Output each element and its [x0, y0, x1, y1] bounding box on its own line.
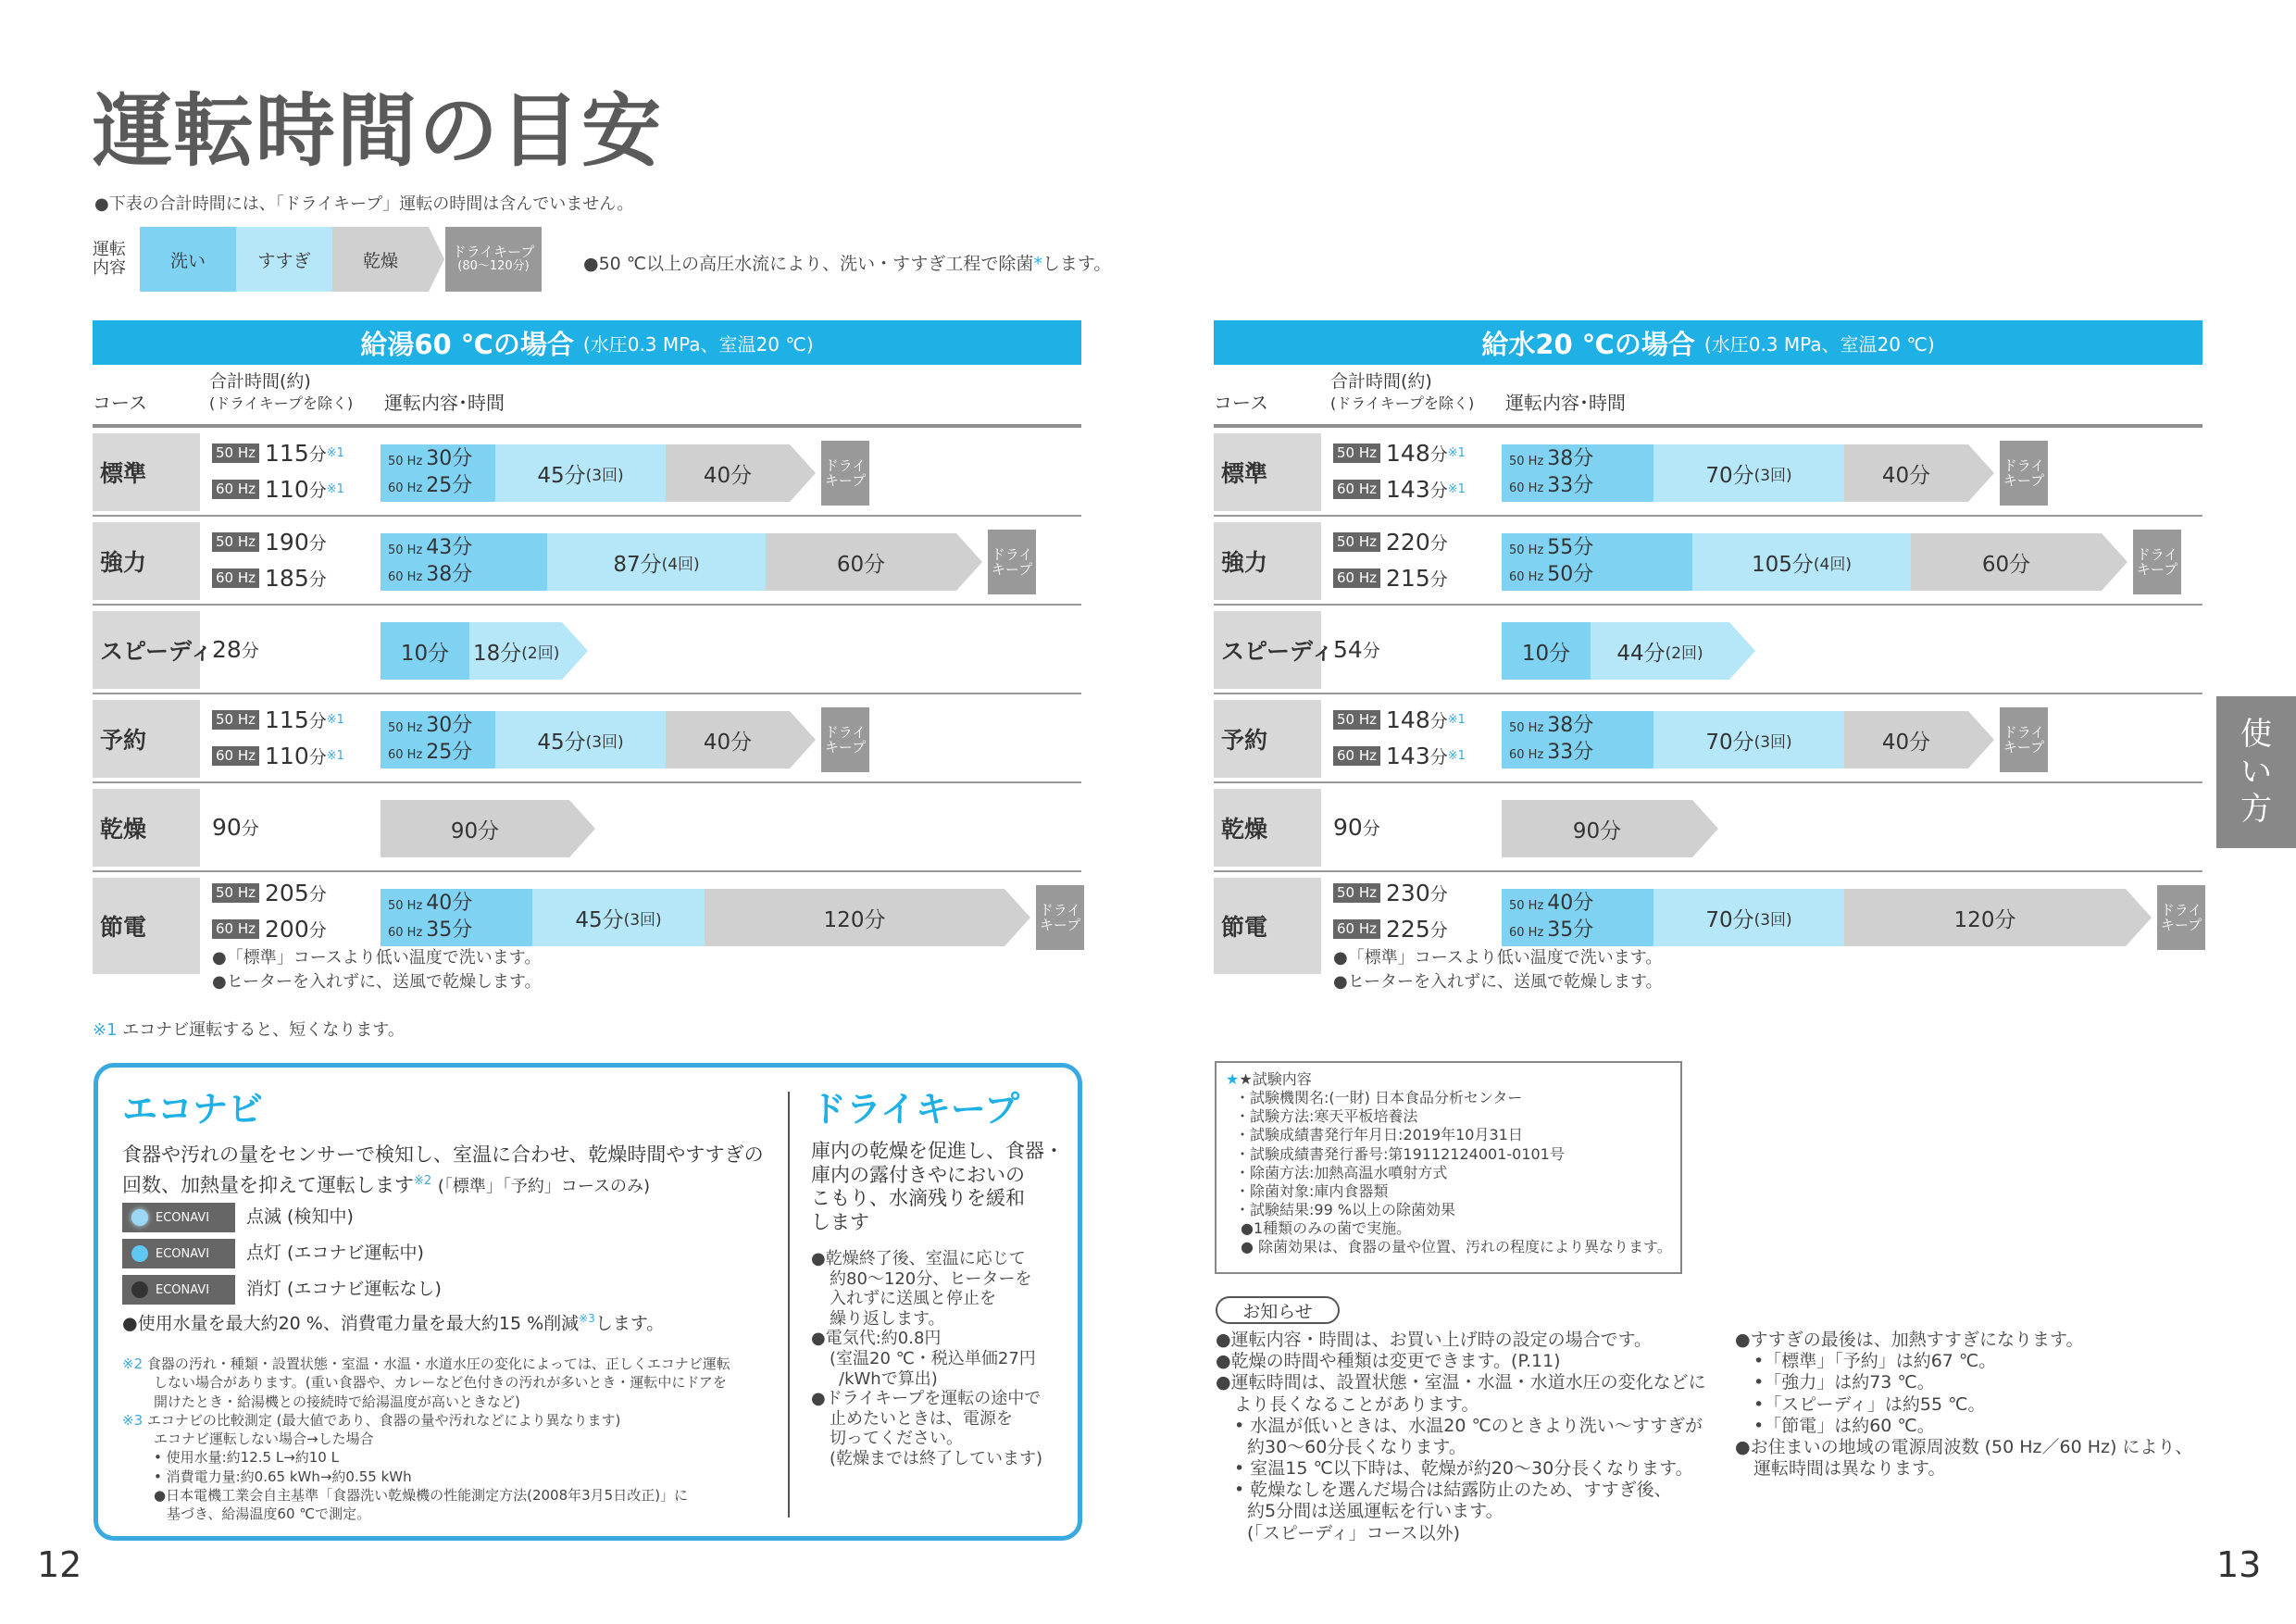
intro-note: ●下表の合計時間には、「ドライキープ」運転の時間は含んでいません。: [94, 194, 634, 214]
notice-left: ●運転内容・時間は、お買い上げ時の設定の場合です。 ●乾燥の時間や種類は変更できます。(P.11) ●運転時間は、設置状態・室温・水温・水道水圧の変化などに より長くなることがあります。 • 水温が低いときは、水温20 ℃のときより洗い～すすぎが 約30～60分長くなります。 • 室温15 ℃以下時は、乾燥が約20～30分長くなります。 • 乾燥なしを選んだ場合は結露防止のため、すすぎ後、 約5分間は送風運転を行います。 (「スピーディ」コース以外): [1216, 1330, 1706, 1543]
left-table: [93, 320, 1081, 993]
test-info-box: ★★試験内容 ・試験機関名:(一財) 日本食品分析センター ・試験方法:寒天平板培養法 ・試験成績書発行年月日:2019年10月31日 ・試験成績書発行番号:第19112124001-0101号 ・除菌方法:加熱高温水噴射方式 ・除菌対象:庫内食器類 ・試験結果:99 %以上の除菌効果 ●1種類のみの菌で実施。 ● 除菌効果は、食器の量や位置、汚れの程度により異なります。: [1215, 1061, 1682, 1274]
table-row: スピーディ 54 分 10分 44分 (2回): [1214, 606, 2202, 694]
course-name: 節電: [93, 878, 200, 974]
legend-drykeep: ドライキープ (80～120分): [445, 227, 542, 292]
table-row: 標準 50 Hz 148 分 ※1 60 Hz 143 分 ※1 50 Hz 38分 60 Hz 33分 70分 (3回) 40分 ドライ キープ: [1214, 428, 2202, 517]
notice-title: お知らせ: [1216, 1296, 1340, 1324]
econavi-title: エコナビ: [122, 1089, 264, 1130]
table-row: 強力 50 Hz 220 分 60 Hz 215 分 50 Hz 55分 60 Hz 50分 105分 (4回) 60分 ドライ キープ: [1214, 517, 2202, 606]
course-name: 強力: [93, 522, 200, 600]
econavi-notes: ※2 食器の汚れ・種類・設置状態・室温・水温・水道水圧の変化によっては、正しくエコナビ運転 しない場合があります。(重い食器や、カレーなど色付きの汚れが多いとき・運転中にドアを 開けたとき・給湯機との接続時で給湯温度が高いときなど) ※3 エコナビの比較測定 (最大値であり、食器の量や汚れなどにより異なります) エコナビ運転しない場合→した場合 • 使用水量:約12.5 L→約10 L • 消費電力量:約0.65 kWh→約0.55 kWh ●日本電機工業会自主基準「食器洗い乾燥機の性能測定方法(2008年3月5日改正)」に 基づき、給湯温度60 ℃で測定。: [122, 1355, 730, 1522]
left-table-head: コース 合計時間(約) (ドライキープを除く) 運転内容･時間: [93, 365, 1081, 428]
right-section-header: 給水20 ℃の場合 (水圧0.3 MPa、室温20 ℃): [1214, 320, 2202, 365]
legend-label: 運転 内容: [93, 240, 126, 278]
course-name: 乾燥: [1214, 789, 1321, 867]
table-row: 乾燥 90 分 90分: [1214, 783, 2202, 872]
table-row: 節電 50 Hz 230 分 60 Hz 225 分 50 Hz 40分 60 Hz 35分 70分 (3回) 120分 ドライ キープ ●「標準」コースより低い温度で洗います。 ●ヒーターを入れずに、送風で乾燥します。: [1214, 872, 2202, 980]
right-table: [1214, 320, 2202, 993]
table-row: 予約 50 Hz 148 分 ※1 60 Hz 143 分 ※1 50 Hz 38分 60 Hz 33分 70分 (3回) 40分 ドライ キープ: [1214, 694, 2202, 783]
course-name: 乾燥: [93, 789, 200, 867]
notice-right: ●すすぎの最後は、加熱すすぎになります。 •「標準」「予約」は約67 ℃。 •「強力」は約73 ℃。 •「スピーディ」は約55 ℃。 •「節電」は約60 ℃。 ●お住まいの地域の電源周波数 (50 Hz／60 Hz) により、 運転時間は異なります。: [1735, 1330, 2193, 1480]
box-divider: [788, 1092, 790, 1518]
course-name: 標準: [93, 433, 200, 511]
course-name: 節電: [1214, 878, 1321, 974]
sterilize-note: ●50 ℃以上の高圧水流により、洗い・すすぎ工程で除菌*します。: [583, 254, 1112, 274]
side-tab: 使 い 方: [2216, 696, 2296, 848]
table-row: スピーディ 28 分 10分 18分 (2回): [93, 606, 1081, 694]
right-table-head: コース 合計時間(約) (ドライキープを除く) 運転内容･時間: [1214, 365, 2202, 428]
left-section-header: 給湯60 ℃の場合 (水圧0.3 MPa、室温20 ℃): [93, 320, 1081, 365]
table-row: 予約 50 Hz 115 分 ※1 60 Hz 110 分 ※1 50 Hz 30分 60 Hz 25分 45分 (3回) 40分 ドライ キープ: [93, 694, 1081, 783]
table-row: 標準 50 Hz 115 分 ※1 60 Hz 110 分 ※1 50 Hz 30分 60 Hz 25分 45分 (3回) 40分 ドライ キープ: [93, 428, 1081, 517]
footnote-1: ※1 エコナビ運転すると、短くなります。: [93, 1020, 405, 1040]
drykeep-title: ドライキープ: [811, 1089, 1019, 1130]
course-name: スピーディ: [1214, 611, 1321, 689]
table-row: 乾燥 90 分 90分: [93, 783, 1081, 872]
course-name: 予約: [93, 700, 200, 778]
legend-rinse: すすぎ: [236, 227, 332, 292]
legend-bar: [140, 227, 542, 292]
legend-dry: 乾燥: [332, 227, 429, 292]
econavi-lamp-off: ECONAVI: [122, 1275, 235, 1305]
table-row: 節電 50 Hz 205 分 60 Hz 200 分 50 Hz 40分 60 Hz 35分 45分 (3回) 120分 ドライ キープ ●「標準」コースより低い温度で洗います。 ●ヒーターを入れずに、送風で乾燥します。: [93, 872, 1081, 980]
econavi-lamp-blink: ECONAVI: [122, 1203, 235, 1232]
table-row: 強力 50 Hz 190 分 60 Hz 185 分 50 Hz 43分 60 Hz 38分 87分 (4回) 60分 ドライ キープ: [93, 517, 1081, 606]
econavi-lamps: ECONAVI 点滅 (検知中) ECONAVI 点灯 (エコナビ運転中) ECONAVI 消灯 (エコナビ運転なし): [122, 1203, 442, 1305]
page-number-left: 12: [37, 1544, 82, 1585]
course-name: スピーディ: [93, 611, 200, 689]
page-number-right: 13: [2216, 1544, 2262, 1585]
page-title: 運転時間の目安: [93, 85, 663, 178]
legend-wash: 洗い: [140, 227, 236, 292]
econavi-lamp-on: ECONAVI: [122, 1239, 235, 1268]
econavi-box: エコナビ 食器や汚れの量をセンサーで検知し、室温に合わせ、乾燥時間やすすぎの 回数、加熱量を抑えて運転します$^{※2}$ (「標準」「予約」コースのみ) ECONAVI 点滅 (検知中) ECONAVI 点灯 (エコナビ運転中) ECONAVI 消灯 (エコナビ運転なし) ●使用水量を最大約20 %、消費電力量を最大約15 %削減$^{※3}$します。 ※2 食器の汚れ・種類・設置状態・室温・水温・水道水圧の変化によっては、正しくエコナビ運転 しない場合があります。(重い食器や、カレーなど色付きの汚れが多いとき・運転中にドアを 開けたとき・給湯機との接続時で給湯温度が高いときなど) ※3 エコナビの比較測定 (最大値であり、食器の量や汚れなどにより異なります) エコナビ運転しない場合→した場合 • 使用水量:約12.5 L→約10 L • 消費電力量:約0.65 kWh→約0.55 kWh ●日本電機工業会自主基準「食器洗い乾燥機の性能測定方法(2008年3月5日改正)」に 基づき、給湯温度60 ℃で測定。 ドライキープ 庫内の乾燥を促進し、食器・ 庫内の露付きやにおいの こもり、水滴残りを緩和 します ●乾燥終了後、室温に応じて 約80～120分、ヒーターを 入れずに送風と停止を 繰り返します。 ●電気代:約0.8円 (室温20 ℃・税込単価27円 /kWhで算出) ●ドライキープを運転の途中で 止めたいときは、電源を 切ってください。 (乾燥までは終了しています): [94, 1063, 1082, 1541]
course-name: 標準: [1214, 433, 1321, 511]
course-name: 予約: [1214, 700, 1321, 778]
course-name: 強力: [1214, 522, 1321, 600]
